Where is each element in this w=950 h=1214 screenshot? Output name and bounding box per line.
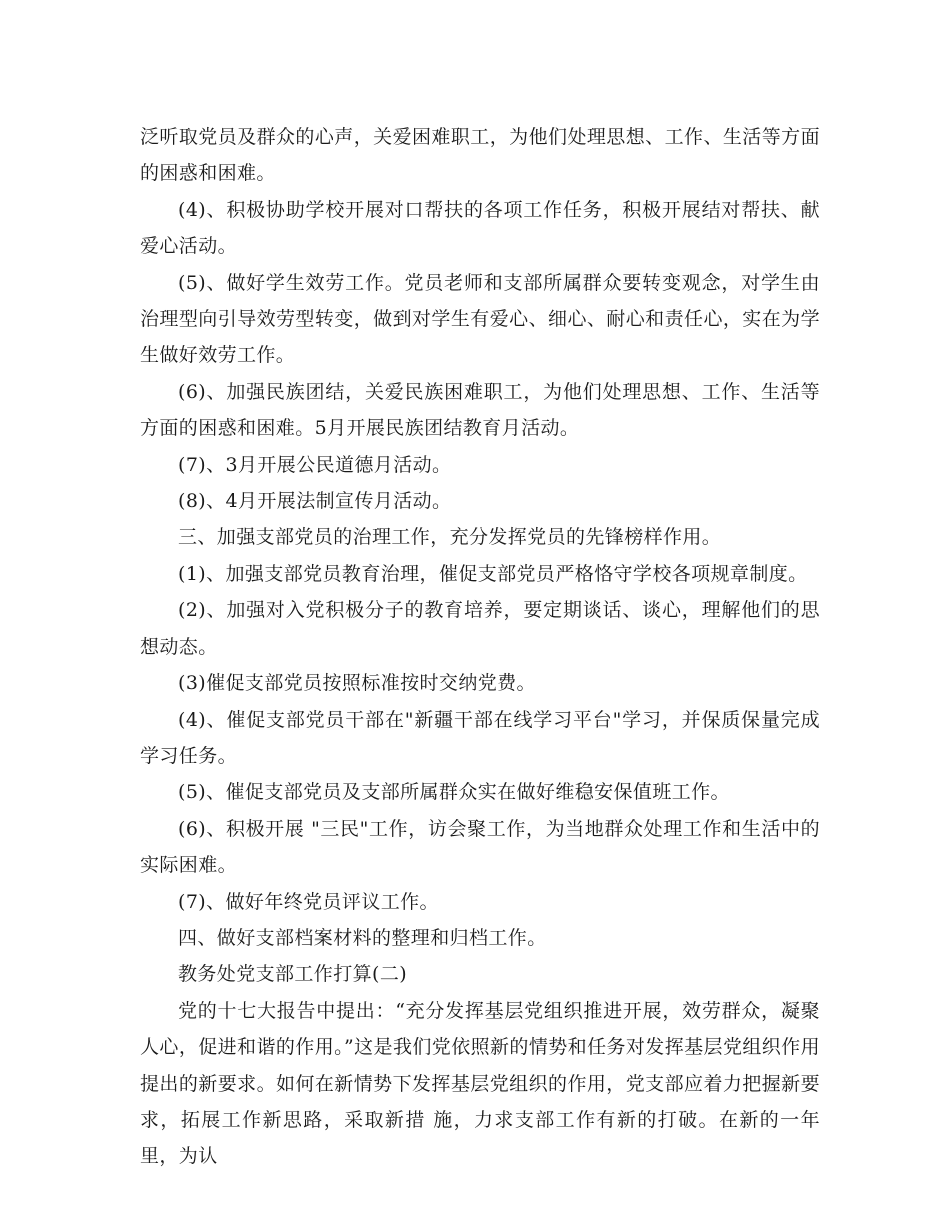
paragraph-item-6: (6)、加强民族团结，关爱民族困难职工，为他们处理思想、工作、生活等方面的困惑和困难。5月开展民族团结教育月活动。 xyxy=(140,380,820,440)
paragraph-item-5: (5)、做好学生效劳工作。党员老师和支部所属群众要转变观念，对学生由治理型向引导效劳型转变，做到对学生有爱心、细心、耐心和责任心，实在为学生做好效劳工作。 xyxy=(140,271,820,367)
paragraph-section3-item-6: (6)、积极开展 "三民"工作，访会聚工作，为当地群众处理工作和生活中的实际困难。 xyxy=(140,817,820,877)
paragraph-item-8: (8)、4月开展法制宣传月活动。 xyxy=(178,490,452,513)
paragraph-continuation: 泛听取党员及群众的心声，关爱困难职工，为他们处理思想、工作、生活等方面的困惑和困难。 xyxy=(140,126,820,185)
document-subtitle: 教务处党支部工作打算(二) xyxy=(178,963,408,986)
paragraph-section3-item-3: (3)催促支部党员按照标准按时交纳党费。 xyxy=(178,672,536,695)
document-body xyxy=(140,119,820,1175)
paragraph-section3-item-2: (2)、加强对入党积极分子的教育培养，要定期谈话、谈心，理解他们的思想动态。 xyxy=(140,599,820,658)
paragraph-section3-item-5: (5)、催促支部党员及支部所属群众实在做好维稳安保值班工作。 xyxy=(178,781,730,804)
paragraph-section3-item-4: (4)、催促支部党员干部在"新疆干部在线学习平台"学习，并保质保量完成学习任务。 xyxy=(140,708,820,767)
paragraph-item-4: (4)、积极协助学校开展对口帮扶的各项工作任务，积极开展结对帮扶、献爱心活动。 xyxy=(140,198,820,258)
section-heading-3: 三、加强支部党员的治理工作，充分发挥党员的先锋榜样作用。 xyxy=(178,526,722,549)
paragraph-section3-item-1: (1)、加强支部党员教育治理，催促支部党员严格恪守学校各项规章制度。 xyxy=(178,562,808,585)
section-heading-4: 四、做好支部档案材料的整理和归档工作。 xyxy=(178,926,547,949)
paragraph-intro: 党的十七大报告中提出：“充分发挥基层党组织推进开展，效劳群众，凝聚人心，促进和谐的作用。”这是我们党依照新的情势和任务对发挥基层党组织作用提出的新要求。如何在新情势下发挥基层党组织的作用，党支部应着力把握新要求，拓展工作新思路，采取新措 施，力求支部工作有新的打破。在新的一年里，为认 xyxy=(140,999,820,1168)
paragraph-section3-item-7: (7)、做好年终党员评议工作。 xyxy=(178,890,439,913)
paragraph-item-7: (7)、3月开展公民道德月活动。 xyxy=(178,453,452,476)
